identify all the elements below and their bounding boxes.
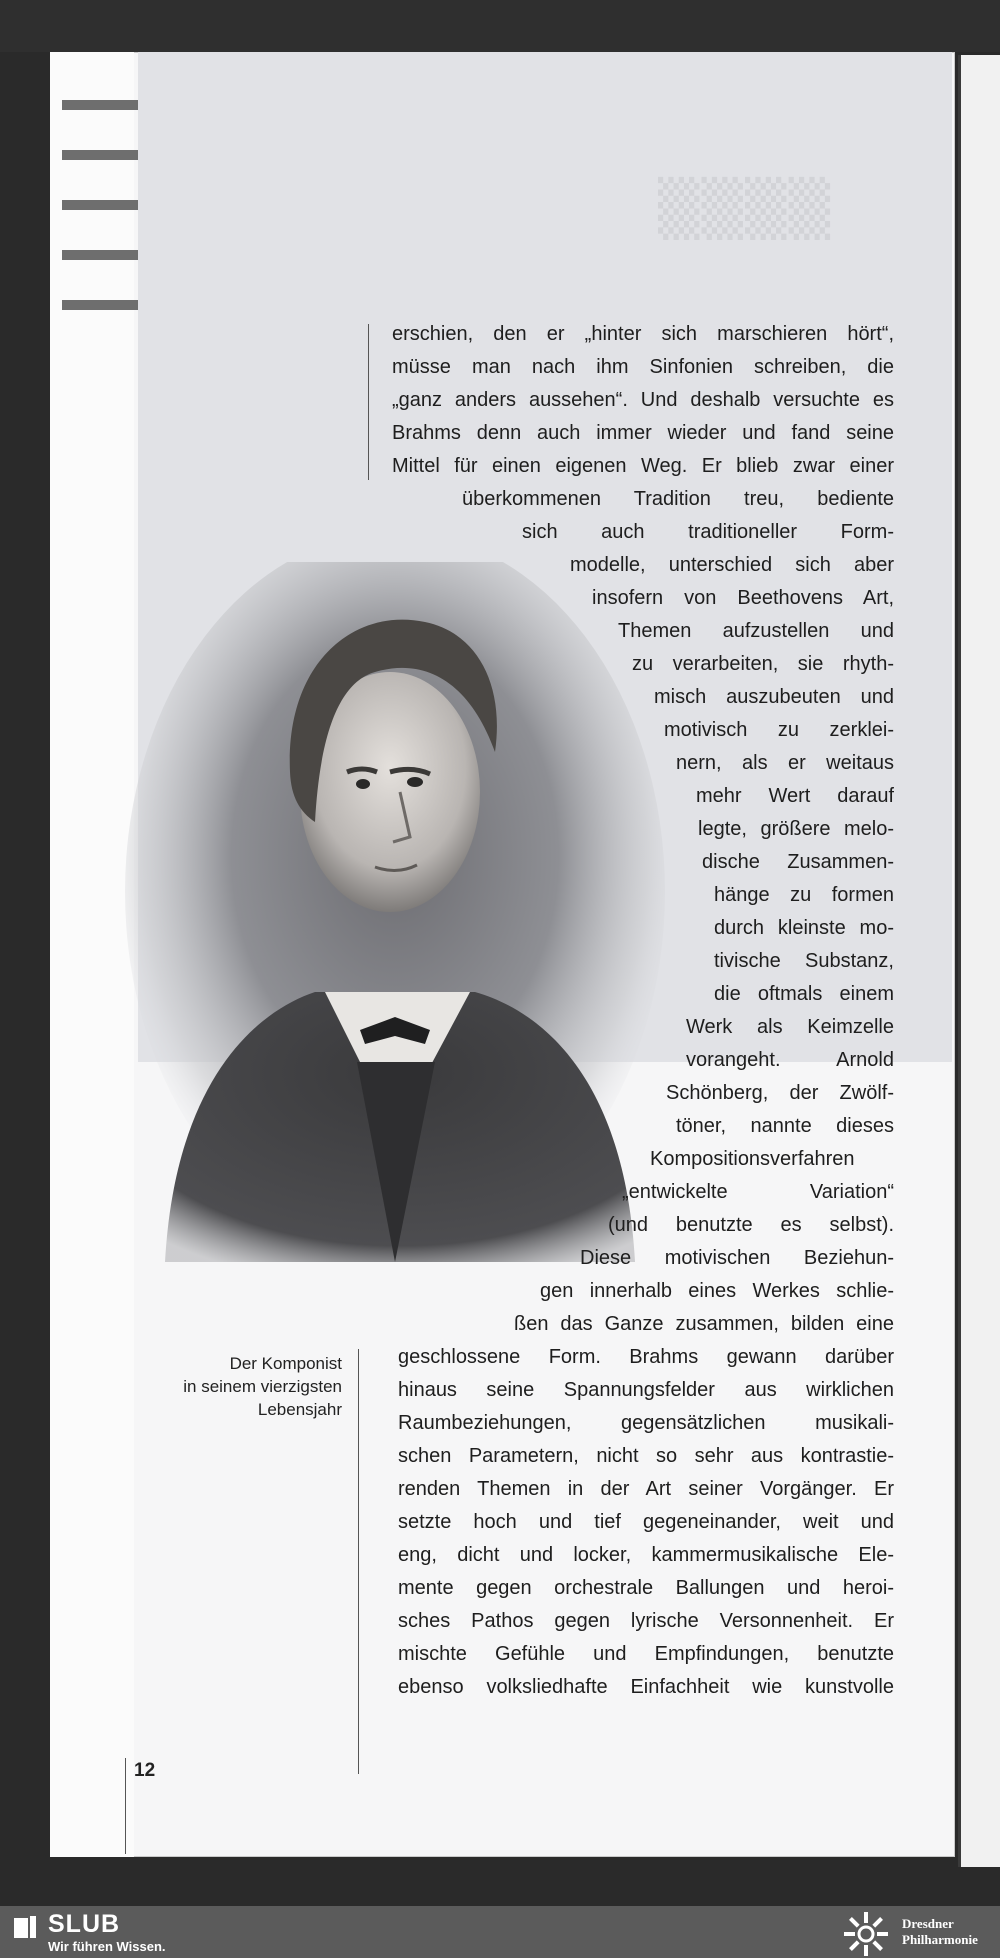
text-line: hänge zu formen xyxy=(714,884,894,906)
text-line: zu verarbeiten, sie rhyth- xyxy=(632,653,894,675)
text-line: erschien, den er „hinter sich marschieren hört“, xyxy=(392,323,894,345)
text-line: hinaus seine Spannungsfelder aus wirklichen xyxy=(398,1379,894,1401)
text-line: modelle, unterschied sich aber xyxy=(570,554,894,576)
text-line: überkommenen Tradition treu, bediente xyxy=(462,488,894,510)
text-line: vorangeht. Arnold xyxy=(686,1049,894,1071)
library-logo-text: SLUB xyxy=(48,1910,121,1938)
text-line: sches Pathos gegen lyrische Versonnenheit. Er xyxy=(398,1610,894,1632)
text-line: Brahms denn auch immer wieder und fand seine xyxy=(392,422,894,444)
library-tagline: Wir führen Wissen. xyxy=(48,1939,166,1954)
adjacent-page-edge xyxy=(958,55,1000,1867)
text-line: töner, nannte dieses xyxy=(676,1115,894,1137)
text-line: sich auch traditioneller Form- xyxy=(522,521,894,543)
philharmonie-logo-icon xyxy=(843,1911,889,1957)
text-line: geschlossene Form. Brahms gewann darüber xyxy=(398,1346,894,1368)
viewer-footer-bar xyxy=(0,1906,1000,1958)
text-line: mehr Wert darauf xyxy=(696,785,894,807)
text-line: Raumbeziehungen, gegensätzlichen musikali- xyxy=(398,1412,894,1434)
text-line: setzte hoch und tief gegeneinander, weit und xyxy=(398,1511,894,1533)
text-line: schen Parametern, nicht so sehr aus kontrastie- xyxy=(398,1445,894,1467)
show-through-text-decoration: ▒▒▒▒ xyxy=(658,177,833,240)
text-line: durch kleinste mo- xyxy=(714,917,894,939)
text-line: (und benutzte es selbst). xyxy=(608,1214,894,1236)
text-line: mischte Gefühle und Empfindungen, benutzte xyxy=(398,1643,894,1665)
text-line: Schönberg, der Zwölf- xyxy=(666,1082,894,1104)
text-line: „ganz anders aussehen“. Und deshalb versuchte es xyxy=(392,389,894,411)
text-line: mente gegen orchestrale Ballungen und heroi- xyxy=(398,1577,894,1599)
text-line: die oftmals einem xyxy=(714,983,894,1005)
text-line: ebenso volksliedhafte Einfachheit wie kunstvolle xyxy=(398,1676,894,1698)
page-number: 12 xyxy=(134,1760,156,1781)
text-line: Diese motivischen Beziehun- xyxy=(580,1247,894,1269)
partner-logo-text: Dresdner Philharmonie xyxy=(902,1916,978,1947)
text-line: dische Zusammen- xyxy=(702,851,894,873)
image-caption: Der Komponist in seinem vierzigsten Lebensjahr xyxy=(183,1354,342,1419)
text-line: tivische Substanz, xyxy=(714,950,894,972)
text-line: Werk als Keimzelle xyxy=(686,1016,894,1038)
text-line: ßen das Ganze zusammen, bilden eine xyxy=(514,1313,894,1335)
text-line: misch auszubeuten und xyxy=(654,686,894,708)
scan-background-top xyxy=(0,0,1000,52)
text-line: insofern von Beethovens Art, xyxy=(592,587,894,609)
text-line: renden Themen in der Art seiner Vorgänger. Er xyxy=(398,1478,894,1500)
brochure-page xyxy=(50,52,955,1857)
text-line: eng, dicht und locker, kammermusikalische Ele- xyxy=(398,1544,894,1566)
text-line: Mittel für einen eigenen Weg. Er blieb zwar einer xyxy=(392,455,894,477)
text-line: „entwickelte Variation“ xyxy=(622,1181,894,1203)
slub-logo-icon xyxy=(14,1916,36,1938)
text-line: nern, als er weitaus xyxy=(676,752,894,774)
text-line: müsse man nach ihm Sinfonien schreiben, die xyxy=(392,356,894,378)
text-line: legte, größere melo- xyxy=(698,818,894,840)
text-line: Themen aufzustellen und xyxy=(618,620,894,642)
text-line: Kompositionsverfahren xyxy=(650,1148,855,1170)
text-line: motivisch zu zerklei- xyxy=(664,719,894,741)
text-line: gen innerhalb eines Werkes schlie- xyxy=(540,1280,894,1302)
body-text xyxy=(50,52,950,1852)
